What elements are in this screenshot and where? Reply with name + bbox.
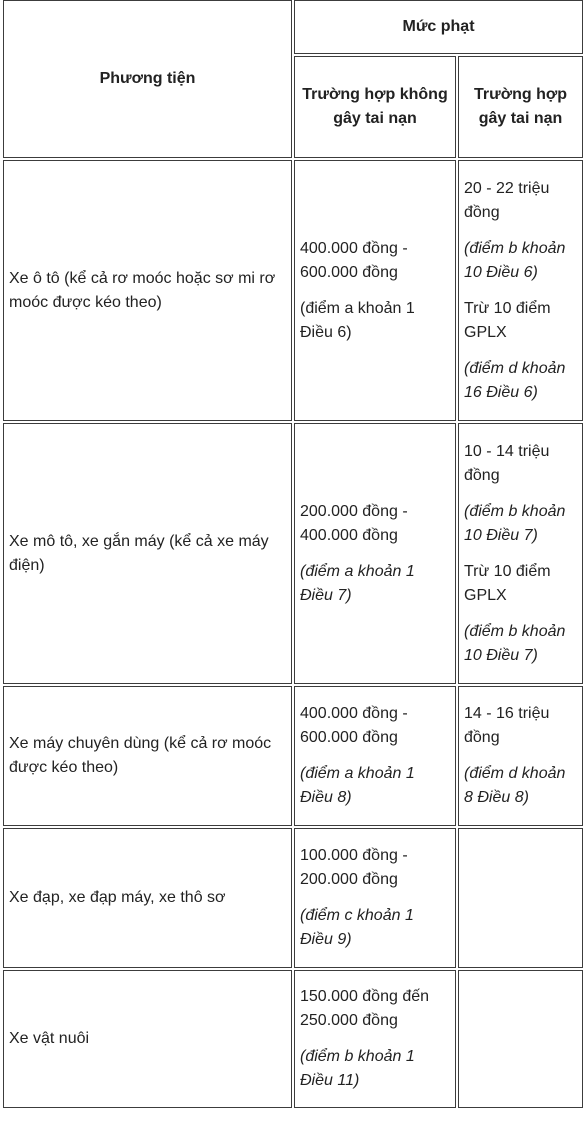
no-accident-fine: 100.000 đồng - 200.000 đồng bbox=[300, 847, 408, 888]
vehicle-cell bbox=[3, 160, 292, 421]
penalty-header-label: Mức phạt bbox=[402, 18, 475, 35]
vehicle-name: Xe vật nuôi bbox=[9, 1030, 90, 1047]
vehicle-header bbox=[3, 0, 292, 158]
accident-points: Trừ 10 điểm GPLX bbox=[464, 299, 551, 341]
table-row bbox=[3, 160, 583, 421]
no-accident-header-label: Trường hợp không gây tai nạn bbox=[302, 86, 448, 127]
accident-fine: 10 - 14 triệu đồng bbox=[464, 442, 550, 484]
no-accident-ref: (điểm a khoản 1 Điều 6) bbox=[300, 299, 415, 341]
vehicle-cell bbox=[3, 423, 292, 684]
no-accident-ref: (điểm a khoản 1 Điều 7) bbox=[300, 562, 415, 604]
fine-table bbox=[1, 0, 585, 1110]
header-row-top bbox=[3, 0, 583, 54]
vehicle-name: Xe máy chuyên dùng (kể cả rơ moóc được kéo theo) bbox=[9, 735, 272, 776]
accident-points-ref: (điểm b khoản 10 Điều 7) bbox=[464, 622, 566, 664]
no-accident-cell bbox=[294, 686, 456, 826]
accident-ref: (điểm b khoản 10 Điều 7) bbox=[464, 502, 566, 544]
accident-cell bbox=[458, 160, 583, 421]
no-accident-fine: 200.000 đồng - 400.000 đồng bbox=[300, 502, 408, 544]
table-row bbox=[3, 970, 583, 1108]
accident-cell-empty bbox=[458, 828, 583, 968]
vehicle-name: Xe đạp, xe đạp máy, xe thô sơ bbox=[9, 889, 226, 906]
no-accident-fine: 400.000 đồng - 600.000 đồng bbox=[300, 239, 408, 281]
vehicle-cell bbox=[3, 970, 292, 1108]
accident-points: Trừ 10 điểm GPLX bbox=[464, 562, 551, 604]
accident-cell bbox=[458, 686, 583, 826]
accident-points-ref: (điểm d khoản 16 Điều 6) bbox=[464, 359, 566, 401]
table-row bbox=[3, 686, 583, 826]
no-accident-fine: 400.000 đồng - 600.000 đồng bbox=[300, 705, 408, 746]
no-accident-cell bbox=[294, 423, 456, 684]
vehicle-cell bbox=[3, 828, 292, 968]
accident-header-label: Trường hợp gây tai nạn bbox=[474, 86, 567, 127]
accident-cell bbox=[458, 423, 583, 684]
no-accident-ref: (điểm c khoản 1 Điều 9) bbox=[300, 907, 414, 948]
accident-cell-empty bbox=[458, 970, 583, 1108]
no-accident-fine: 150.000 đồng đến 250.000 đồng bbox=[300, 988, 430, 1029]
no-accident-cell bbox=[294, 828, 456, 968]
no-accident-cell bbox=[294, 160, 456, 421]
vehicle-header-label: Phương tiện bbox=[99, 70, 196, 87]
table-row bbox=[3, 423, 583, 684]
accident-ref: (điểm d khoản 8 Điều 8) bbox=[464, 765, 566, 806]
no-accident-header bbox=[294, 56, 456, 158]
accident-ref: (điểm b khoản 10 Điều 6) bbox=[464, 239, 566, 281]
no-accident-cell bbox=[294, 970, 456, 1108]
accident-fine: 20 - 22 triệu đồng bbox=[464, 179, 550, 221]
vehicle-name: Xe ô tô (kể cả rơ moóc hoặc sơ mi rơ moóc được kéo theo) bbox=[9, 269, 276, 311]
penalty-header bbox=[294, 0, 583, 54]
accident-fine: 14 - 16 triệu đồng bbox=[464, 705, 550, 746]
table-row bbox=[3, 828, 583, 968]
no-accident-ref: (điểm b khoản 1 Điều 11) bbox=[300, 1048, 415, 1089]
vehicle-name: Xe mô tô, xe gắn máy (kể cả xe máy điện) bbox=[9, 532, 269, 574]
vehicle-cell bbox=[3, 686, 292, 826]
accident-header bbox=[458, 56, 583, 158]
no-accident-ref: (điểm a khoản 1 Điều 8) bbox=[300, 765, 415, 806]
